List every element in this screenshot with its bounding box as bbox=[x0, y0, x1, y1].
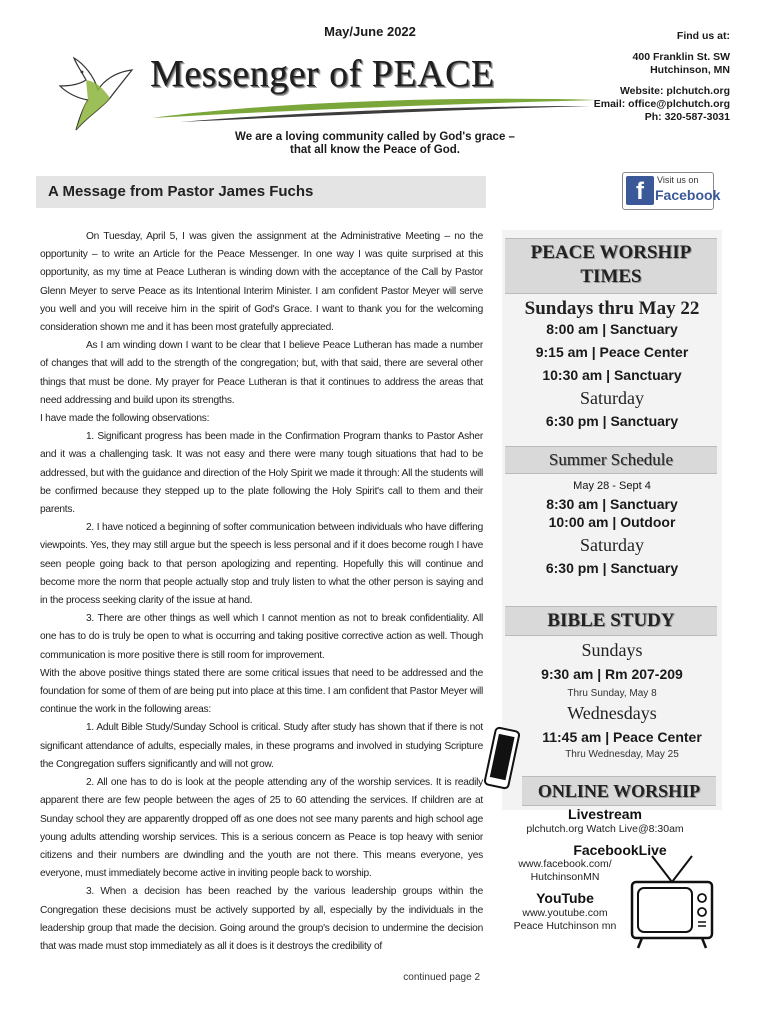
article-body bbox=[40, 228, 483, 956]
worship-title-line-2: TIMES bbox=[580, 266, 642, 287]
website-link[interactable]: Website: plchutch.org bbox=[619, 85, 730, 97]
article-paragraph: 1. Significant progress has been made in the Confirmation Program thanks to Pastor Asher and it was a challenging task. It was not easy and there were many tough situations that had to be addressed, but with the guidance and direction of the Holy Spirit we made it through: All the students will be confirmed because they stepped up to the plate following the Holy Spirit's call to them and their parents. bbox=[40, 431, 483, 516]
sundays-heading: Sundays thru May 22 bbox=[524, 298, 700, 319]
tagline-line-1: We are a loving community called by God's grace – bbox=[235, 131, 515, 143]
bible-wednesdays-note: Thru Wednesday, May 25 bbox=[565, 749, 679, 760]
online-worship-title: ONLINE WORSHIP bbox=[522, 776, 716, 806]
worship-times-title bbox=[505, 238, 717, 294]
sunday-time-3: 10:30 am | Sanctuary bbox=[542, 367, 682, 383]
youtube-link-line-2[interactable]: Peace Hutchinson mn bbox=[513, 920, 617, 932]
bible-wednesdays-heading: Wednesdays bbox=[567, 703, 657, 723]
article-paragraph: As I am winding down I want to be clear that I believe Peace Lutheran has made a number of changes that will add to the strength of the congregation; but, with that said, there are several other things that must be done. My prayer for Peace Lutheran is that it continues to address the areas that need addressing and build upon its strengths. bbox=[40, 340, 483, 406]
tagline-line-2: that all know the Peace of God. bbox=[290, 144, 460, 156]
article-paragraph: 1. Adult Bible Study/Sunday School is critical. Study after study has shown that if there is not significant attendance of adults, especially males, in these programs and involved in studying Scripture the Congregation suffers significantly and will not grow. bbox=[40, 722, 483, 770]
bible-study-title: BIBLE STUDY bbox=[505, 606, 717, 636]
worship-title-line-1: PEACE WORSHIP bbox=[530, 242, 692, 263]
facebook-icon: f bbox=[626, 176, 654, 205]
livestream-heading: Livestream bbox=[568, 806, 642, 822]
facebook-brand: Facebook bbox=[655, 187, 721, 203]
facebooklive-heading: FacebookLive bbox=[573, 842, 667, 858]
summer-sunday-time-2: 10:00 am | Outdoor bbox=[548, 514, 676, 530]
sunday-time-2: 9:15 am | Peace Center bbox=[535, 344, 689, 360]
newsletter-title: Messenger of PEACE bbox=[150, 53, 495, 95]
facebook-visit-text: Visit us on bbox=[657, 175, 699, 185]
saturday-heading: Saturday bbox=[580, 388, 644, 408]
summer-saturday-heading: Saturday bbox=[580, 535, 644, 555]
article-paragraph: 2. I have noticed a beginning of softer communication between individuals who have differing viewpoints. Yes, they may still argue but the speech is less personal and if it does become rough I have seen people going back to that person apologizing and repenting. Hopefully this will continue and become more the norm that people actually stop and truly listen to what the other person is saying and in the process seeking clarity of the issue at hand. bbox=[40, 522, 483, 607]
dove-logo-icon bbox=[54, 46, 144, 136]
tagline bbox=[190, 131, 560, 157]
phone-number: Ph: 320-587-3031 bbox=[644, 111, 730, 123]
smartphone-icon bbox=[480, 726, 522, 792]
email-link[interactable]: Email: office@plchutch.org bbox=[593, 98, 730, 110]
article-paragraph: On Tuesday, April 5, I was given the assignment at the Administrative Meeting – no the opportunity – to write an Article for the Peace Messenger. In one way I was quite surprised at this opportunity, as my time at Peace Lutheran is winding down with the acceptance of the Call by Pastor Glenn Meyer to serve Peace as its Intentional Interim Minister. I am confident Pastor Meyer will serve you well and you will receive him in the spirit of God's Grace. I want to thank you for the welcoming consideration shown me and it has been most gratefully appreciated. bbox=[40, 231, 483, 334]
youtube-link-line-1[interactable]: www.youtube.com bbox=[522, 907, 608, 919]
summer-sunday-time-1: 8:30 am | Sanctuary bbox=[546, 496, 678, 512]
bible-wednesdays-time: 11:45 am | Peace Center bbox=[542, 729, 702, 745]
facebooklive-link-line-2[interactable]: HutchinsonMN bbox=[530, 871, 600, 883]
retro-tv-icon bbox=[626, 852, 718, 952]
bible-sundays-note: Thru Sunday, May 8 bbox=[567, 688, 657, 699]
article-paragraph: 3. There are other things as well which I cannot mention as not to break confidentiality. All one has to do is truly be open to what is occurring and taking positive corrective action as well. Though communication is more positive there is still room for improvement. bbox=[40, 613, 483, 661]
livestream-link[interactable]: plchutch.org Watch Live@8:30am bbox=[526, 823, 684, 835]
facebook-badge[interactable] bbox=[622, 172, 721, 210]
article-heading: A Message from Pastor James Fuchs bbox=[48, 183, 314, 200]
bible-sundays-heading: Sundays bbox=[581, 640, 643, 660]
sunday-time-1: 8:00 am | Sanctuary bbox=[546, 321, 678, 337]
address-line-2: Hutchinson, MN bbox=[650, 64, 730, 76]
address-line-1: 400 Franklin St. SW bbox=[632, 51, 730, 63]
summer-saturday-time: 6:30 pm | Sanctuary bbox=[545, 560, 679, 576]
facebooklive-link-line-1[interactable]: www.facebook.com/ bbox=[518, 858, 612, 870]
summer-schedule-title: Summer Schedule bbox=[505, 446, 717, 474]
contact-block bbox=[580, 30, 730, 124]
summer-dates: May 28 - Sept 4 bbox=[573, 480, 651, 492]
issue-date: May/June 2022 bbox=[324, 24, 416, 39]
youtube-heading: YouTube bbox=[536, 890, 594, 906]
continued-note: continued page 2 bbox=[403, 972, 480, 983]
article-paragraph: 2. All one has to do is look at the people attending any of the worship services. It is readily apparent there are few people between the ages of 25 to 60 attending the services. If children are at Sunday school they are apparently dropped off as one does not see many parents and high school age young adults attending worship services. This is a serious concern as Peace is top heavy with senior citizens and their numbers are dwindling and the youth are not there. This means everyone, yes everyone, must immediately become active in inviting people back to worship. bbox=[40, 777, 483, 880]
article-paragraph: With the above positive things stated there are some critical issues that need to be addressed and the foundation for some of them of are being put into place at this time. I am confident that Pastor Meyer will continue the work in the following areas: bbox=[40, 667, 483, 716]
article-paragraph: 3. When a decision has been reached by the various leadership groups within the Congregation these decisions must be actively supported by all, especially by the individuals in the leadership group that made the decision. Going around the group's decision to undermine the decision that was made must stop immediately as all it does is it destroys the credibility of bbox=[40, 886, 483, 952]
swoosh-underline bbox=[150, 94, 600, 124]
article-paragraph: I have made the following observations: bbox=[40, 413, 210, 425]
contact-heading: Find us at: bbox=[676, 30, 730, 42]
bible-sundays-time: 9:30 am | Rm 207-209 bbox=[541, 666, 683, 682]
saturday-time: 6:30 pm | Sanctuary bbox=[545, 413, 679, 429]
